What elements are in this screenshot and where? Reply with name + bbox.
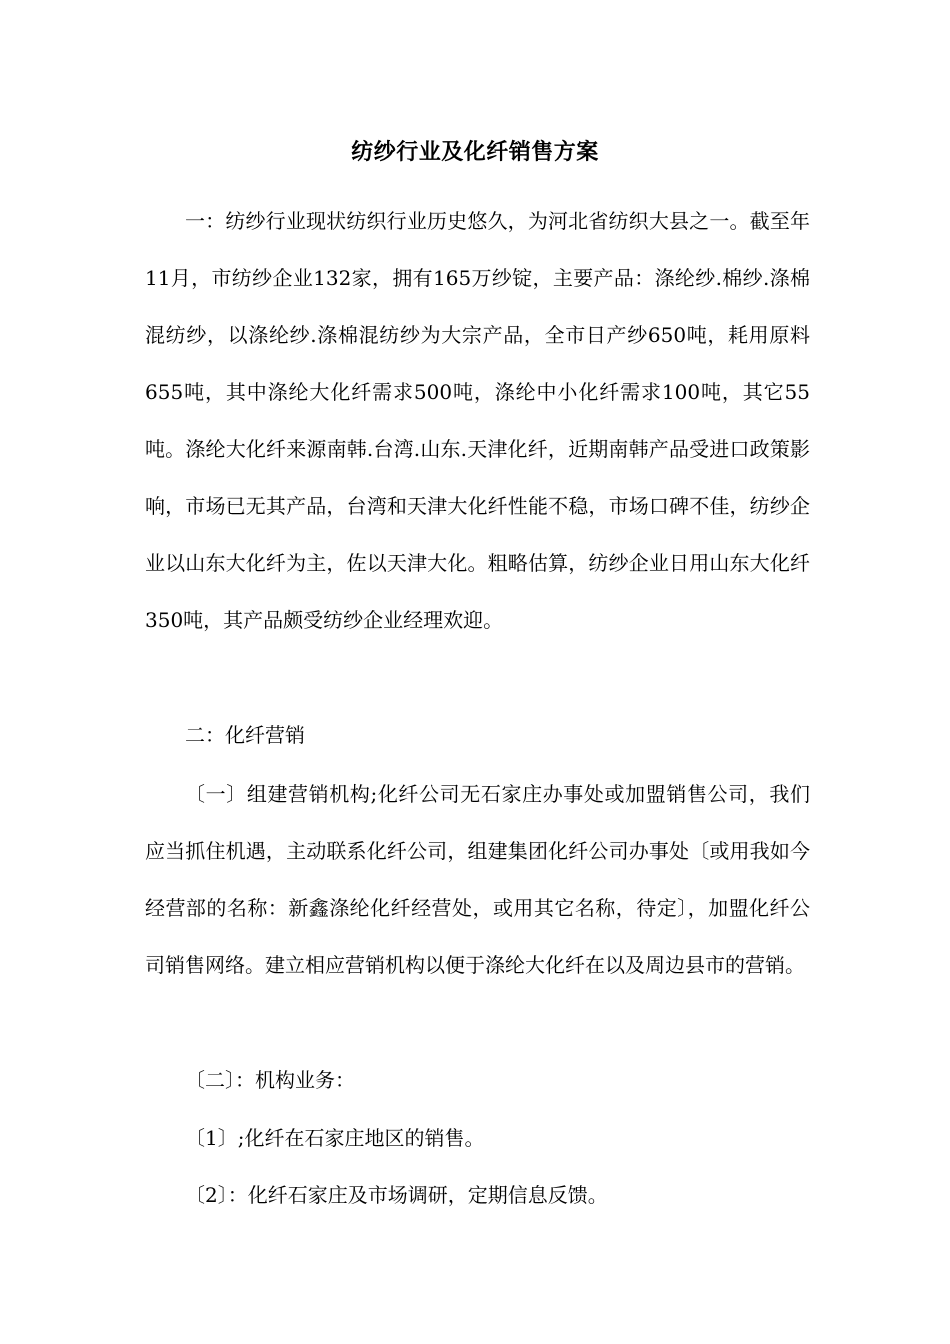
heading-fiber-marketing: 二：化纤营销 bbox=[185, 723, 305, 747]
list-item-sales: 〔1〕;化纤在石家庄地区的销售。 bbox=[185, 1126, 485, 1150]
heading-organization-business: 〔二〕：机构业务： bbox=[185, 1068, 355, 1092]
paragraph-industry-status: 一：纺纱行业现状纺织行业历史悠久，为河北省纺织大县之一。截至年11月，市纺纱企业132家，拥有165万纱锭，主要产品：涤纶纱.棉纱.涤棉混纺纱，以涤纶纱.涤棉混纺纱为大宗产品，全市日产纱650吨，耗用原料655吨，其中涤纶大化纤需求500吨，涤纶中小化纤需求100吨，其它55吨。涤纶大化纤来源南韩.台湾.山东.天津化纤，近期南韩产品受进口政策影响，市场已无其产品，台湾和天津大化纤性能不稳，市场口碑不佳，纺纱企业以山东大化纤为主，佐以天津大化。粗略估算，纺纱企业日用山东大化纤350吨，其产品颇受纺纱企业经理欢迎。 bbox=[145, 209, 810, 632]
list-item-market-research: 〔2〕：化纤石家庄及市场调研，定期信息反馈。 bbox=[185, 1183, 608, 1207]
document-title: 纺纱行业及化纤销售方案 bbox=[351, 139, 599, 165]
paragraph-marketing-organization: 〔一〕组建营销机构;化纤公司无石家庄办事处或加盟销售公司，我们应当抓住机遇，主动联系化纤公司，组建集团化纤公司办事处〔或用我如今经营部的名称：新鑫涤纶化纤经营处，或用其它名称，待定〕，加盟化纤公司销售网络。建立相应营销机构以便于涤纶大化纤在以及周边县市的营销。 bbox=[145, 782, 810, 977]
